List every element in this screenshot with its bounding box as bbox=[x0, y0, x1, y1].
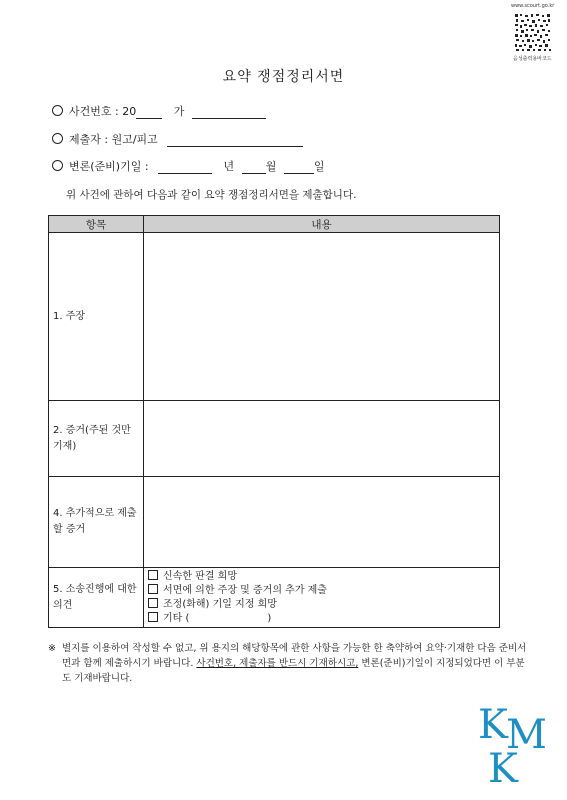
option-additional-submission[interactable] bbox=[144, 584, 499, 598]
option-label: 신속한 판결 희망 bbox=[163, 570, 237, 582]
qr-code-icon bbox=[513, 12, 553, 52]
case-type-label: 가 bbox=[173, 105, 185, 118]
option-mediation-date[interactable] bbox=[144, 598, 499, 612]
kmk-logo bbox=[478, 700, 554, 785]
footnote bbox=[48, 641, 528, 686]
court-website-url: www.scourt.go.kr bbox=[511, 3, 555, 9]
case-number-field bbox=[52, 103, 266, 119]
svg-text:K: K bbox=[488, 746, 518, 785]
option-other[interactable] bbox=[144, 612, 499, 626]
footnote-text-2: 변론(준비)기일이 지정되었다면 이 부분도 기재바랍니다. bbox=[62, 658, 525, 684]
option-close-paren: ) bbox=[267, 612, 272, 624]
checkbox-icon[interactable] bbox=[148, 584, 158, 594]
checkbox-icon[interactable] bbox=[148, 570, 158, 580]
issue-summary-table bbox=[48, 215, 500, 628]
qr-caption: 음성출력용바코드 bbox=[513, 56, 552, 62]
footnote-underlined-text: 사건번호, 제출자를 반드시 기재하시고, bbox=[196, 658, 359, 669]
case-number-label: 사건번호 : bbox=[69, 105, 123, 118]
hearing-date-field bbox=[52, 158, 324, 174]
row-label-litigation-opinion: 5. 소송진행에 대한 의견 bbox=[49, 568, 144, 628]
hearing-date-label: 변론(준비)기일 : bbox=[69, 160, 153, 173]
year-unit: 년 bbox=[223, 160, 235, 173]
option-label: 조정(화해) 기일 지정 희망 bbox=[163, 598, 277, 610]
hearing-year-blank[interactable] bbox=[158, 162, 212, 174]
checkbox-icon[interactable] bbox=[148, 598, 158, 608]
submitter-blank[interactable] bbox=[167, 135, 303, 147]
row-label-additional-evidence: 4. 추가적으로 제출할 증거 bbox=[49, 477, 144, 568]
day-unit: 일 bbox=[313, 160, 325, 173]
additional-evidence-content-cell[interactable] bbox=[144, 477, 500, 568]
circle-bullet-icon bbox=[52, 105, 63, 116]
claim-content-cell[interactable] bbox=[144, 233, 500, 401]
header-content: 내용 bbox=[144, 216, 500, 233]
circle-bullet-icon bbox=[52, 133, 63, 144]
table-row bbox=[49, 568, 500, 628]
header-item: 항목 bbox=[49, 216, 144, 233]
circle-bullet-icon bbox=[52, 160, 63, 171]
case-number-blank[interactable] bbox=[192, 107, 266, 119]
evidence-content-cell[interactable] bbox=[144, 401, 500, 477]
svg-text:M: M bbox=[506, 712, 547, 758]
option-label: 기타 ( bbox=[163, 612, 190, 624]
submitter-field bbox=[52, 131, 303, 147]
row-label-evidence: 2. 증거(주된 것만 기재) bbox=[49, 401, 144, 477]
table-row bbox=[49, 477, 500, 568]
table-row bbox=[49, 401, 500, 477]
month-unit: 월 bbox=[265, 160, 277, 173]
option-quick-judgment[interactable] bbox=[144, 570, 499, 584]
option-label: 서면에 의한 주장 및 증거의 추가 제출 bbox=[163, 584, 327, 596]
svg-text:K: K bbox=[478, 702, 508, 748]
intro-statement: 위 사건에 관하여 다음과 같이 요약 쟁점정리서면을 제출합니다. bbox=[66, 189, 357, 201]
submitter-label: 제출자 : 원고/피고 bbox=[69, 133, 158, 146]
document-title: 요약 쟁점정리서면 bbox=[222, 69, 345, 85]
case-year-prefix: 20 bbox=[122, 105, 137, 118]
checkbox-icon[interactable] bbox=[148, 612, 158, 622]
reference-mark: ※ bbox=[48, 643, 56, 654]
table-row bbox=[49, 233, 500, 401]
footnote-text-1: 별지를 이용하여 작성할 수 없고, 위 용지의 해당항목에 관한 사항을 가능한 한 축약하여 요약·기재한 다음 준비서면과 함께 제출하시기 바랍니다. bbox=[62, 643, 527, 669]
hearing-day-blank[interactable] bbox=[284, 162, 314, 174]
hearing-month-blank[interactable] bbox=[242, 162, 266, 174]
case-year-blank[interactable] bbox=[136, 107, 162, 119]
row-label-claim: 1. 주장 bbox=[49, 233, 144, 401]
litigation-opinion-cell bbox=[144, 568, 500, 628]
